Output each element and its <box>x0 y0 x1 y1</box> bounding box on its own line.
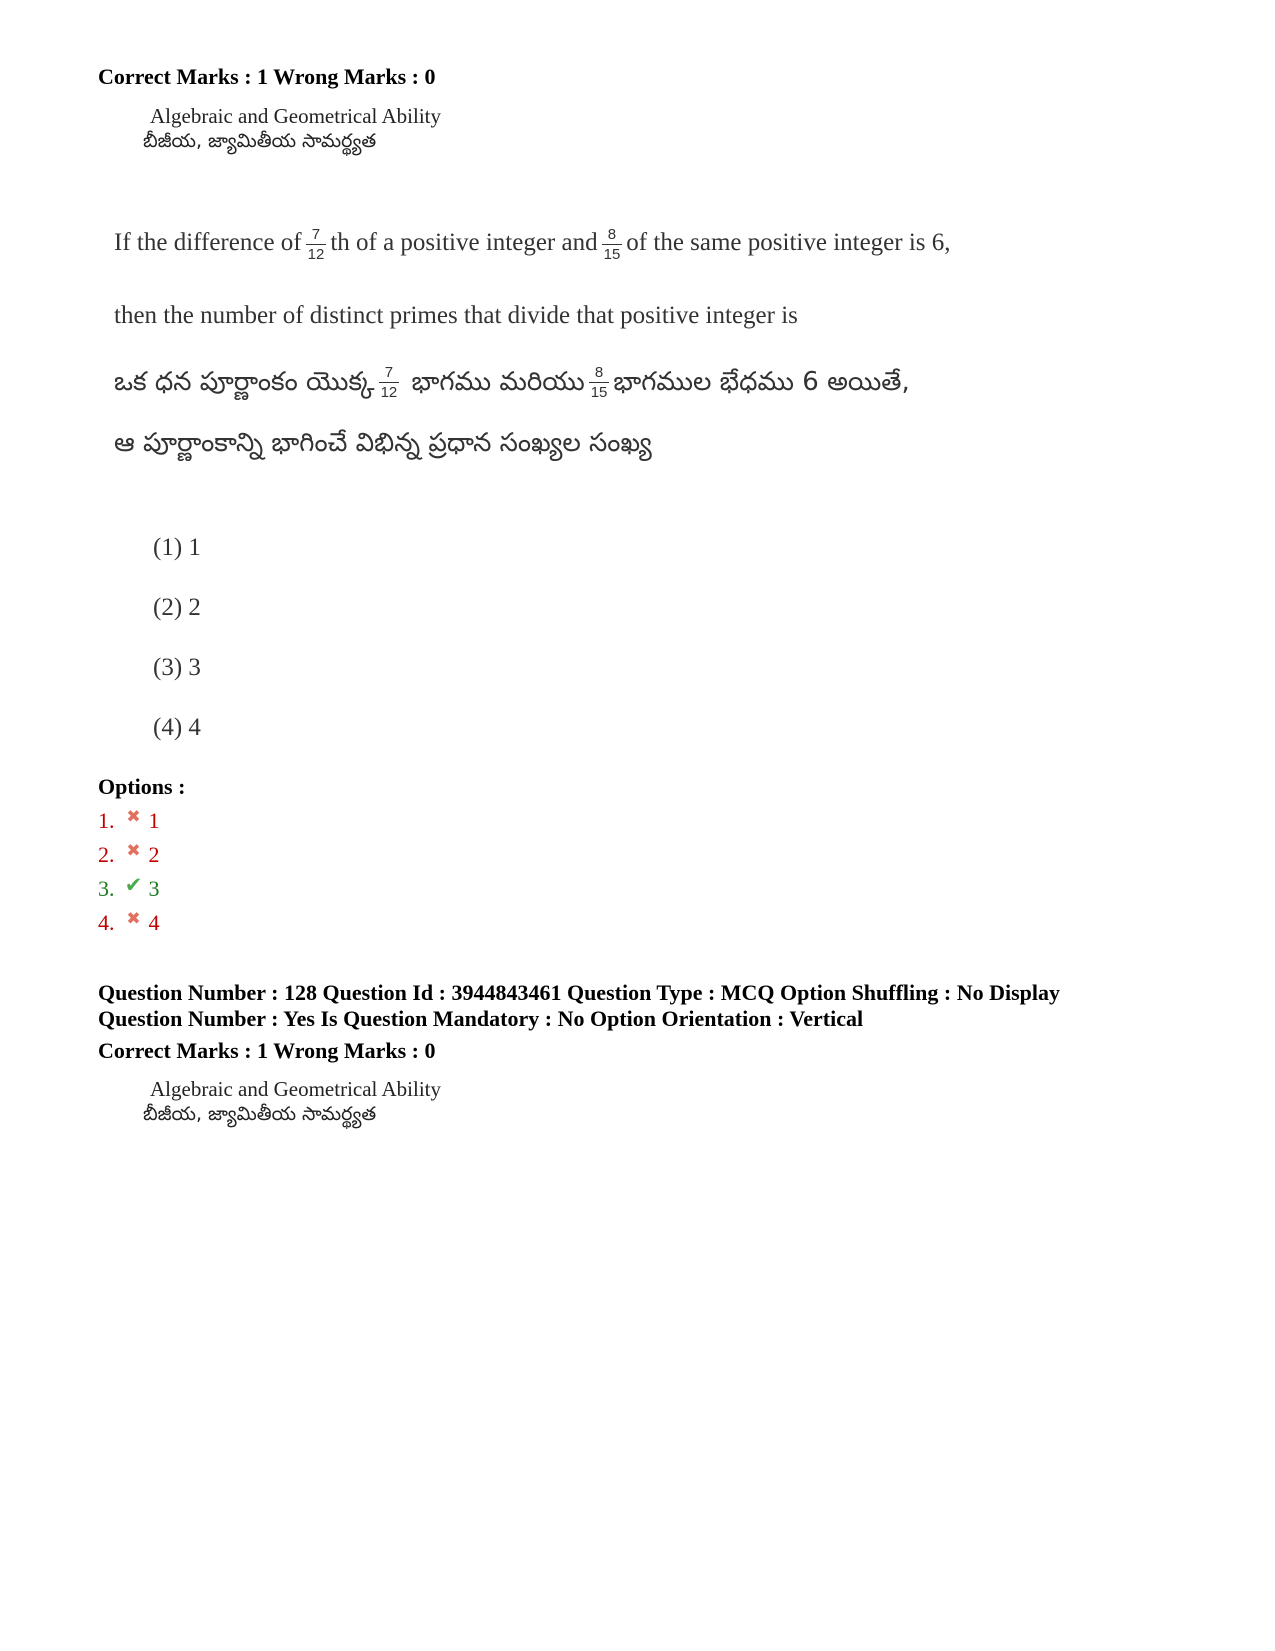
fraction-numerator: 8 <box>594 364 604 381</box>
section-label-en: Algebraic and Geometrical Ability <box>150 104 441 128</box>
fraction-8-15-te <box>589 364 610 401</box>
marks-line: Correct Marks : 1 Wrong Marks : 0 <box>98 64 436 89</box>
fraction-8-15 <box>602 226 623 263</box>
question-en-part1: If the difference of <box>114 229 302 257</box>
cross-icon: ✖ <box>126 807 141 827</box>
fraction-denominator: 15 <box>603 246 621 263</box>
fraction-denominator: 12 <box>307 246 325 263</box>
question-te-part2: భాగము మరియు <box>411 367 585 397</box>
question-en-line1 <box>114 226 951 263</box>
option-number: 3. <box>98 876 115 901</box>
section-label-en-2: Algebraic and Geometrical Ability <box>150 1077 441 1101</box>
cross-icon: ✖ <box>126 909 141 929</box>
check-icon: ✔ <box>124 873 143 897</box>
option-value: 2 <box>148 842 160 867</box>
option-value: 1 <box>148 808 160 833</box>
cross-icon: ✖ <box>126 841 141 861</box>
fraction-denominator: 12 <box>380 384 398 401</box>
question-info-line1: Question Number : 128 Question Id : 3944843461 Question Type : MCQ Option Shuffling : No Display <box>98 980 1061 1005</box>
section-label-te <box>143 128 376 153</box>
fraction-numerator: 8 <box>607 226 617 243</box>
choice-3: (3) 3 <box>153 654 201 681</box>
question-en-line2: then the number of distinct primes that divide that positive integer is <box>114 302 798 329</box>
choice-2: (2) 2 <box>153 594 201 621</box>
choice-4: (4) 4 <box>153 714 201 741</box>
question-en-part3: of the same positive integer is 6, <box>626 229 951 257</box>
option-value: 4 <box>148 910 160 935</box>
fraction-7-12-te <box>379 364 400 401</box>
options-heading: Options : <box>98 774 186 799</box>
marks-line-2: Correct Marks : 1 Wrong Marks : 0 <box>98 1038 436 1063</box>
option-row-2 <box>98 842 160 870</box>
fraction-7-12 <box>306 226 327 263</box>
option-number: 1. <box>98 808 115 833</box>
section-label-te-2 <box>143 1101 376 1126</box>
option-row-4 <box>98 910 160 938</box>
option-value: 3 <box>148 876 160 901</box>
option-row-3 <box>98 873 160 902</box>
question-te-part3: భాగముల భేధము 6 అయితే, <box>613 367 910 397</box>
question-en-part2: th of a positive integer and <box>330 229 598 257</box>
option-number: 2. <box>98 842 115 867</box>
question-te-part1: ఒక ధన పూర్ణాంకం యొక్క <box>114 367 375 397</box>
fraction-numerator: 7 <box>311 226 321 243</box>
section-label-te-text-2: బీజీయ, జ్యామితీయ సామర్థ్యత <box>143 1103 377 1125</box>
option-number: 4. <box>98 910 115 935</box>
fraction-denominator: 15 <box>590 384 608 401</box>
question-te-line2: ఆ పూర్ణాంకాన్ని భాగించే విభిన్న ప్రధాన సంఖ్యల సంఖ్య <box>114 428 652 458</box>
fraction-numerator: 7 <box>384 364 394 381</box>
section-label-te-text: బీజీయ, జ్యామితీయ సామర్థ్యత <box>143 130 377 152</box>
question-te-line1 <box>114 364 910 403</box>
option-row-1 <box>98 808 160 836</box>
choice-1: (1) 1 <box>153 534 201 561</box>
question-info-line2: Question Number : Yes Is Question Mandatory : No Option Orientation : Vertical <box>98 1006 864 1031</box>
